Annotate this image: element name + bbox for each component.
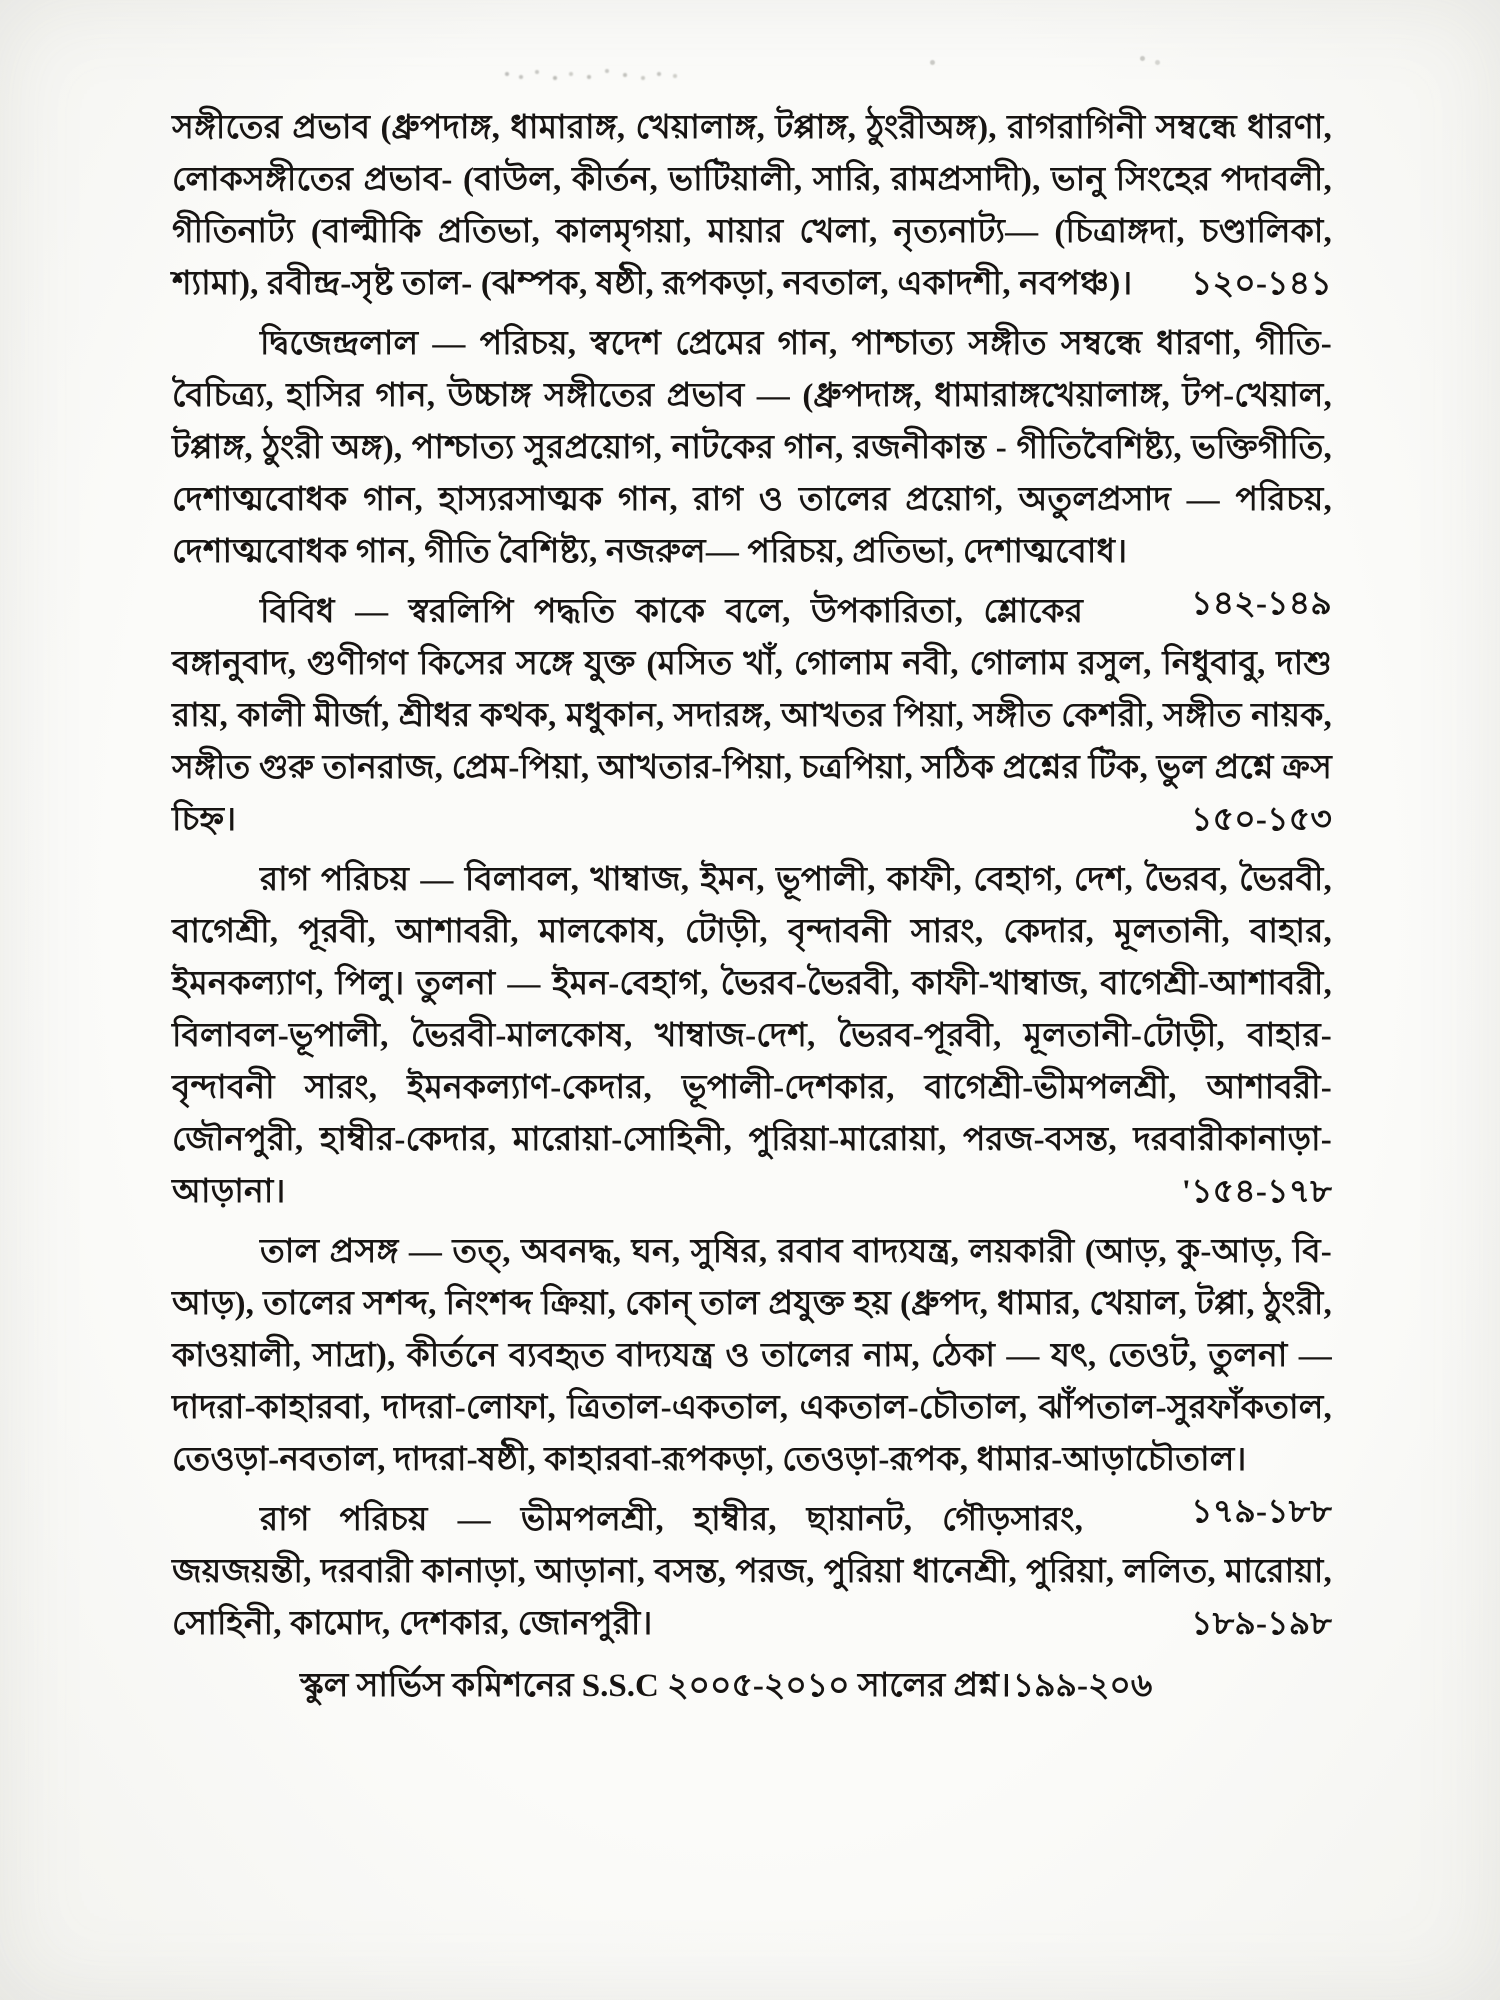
page-range: ১৫০-১৫৩ [1191,802,1332,838]
page-range: ১৪২-১৪৯ [1191,586,1332,622]
toc-entry-raag-parichay-1 [172,854,1332,1218]
page-range: ১৮৯-১৯৮ [1191,1606,1332,1642]
scan-dot-artifacts [930,60,935,65]
page-range: ১৭৯-১৮৮ [1191,1494,1332,1530]
toc-entry-continuation [172,102,1332,310]
toc-footer-ssc-questions [172,1660,1332,1712]
section-body: — তত্, অবনদ্ধ, ঘন, সুষির, রবাব বাদ্যযন্ত্র, লয়কারী (আড়, কু-আড়, বি-আড়), তালের সশব্দ, নিংশব্দ ক্রিয়া, কোন্ তাল প্রযুক্ত হয় (ধ্রুপদ, ধামার, খেয়াল, টপ্পা, ঠুংরী, কাওয়ালী, সাদ্রা), কীর্তনে ব্যবহৃত বাদ্যযন্ত্র ও তালের নাম, ঠেকা — যৎ, তেওট, তুলনা — দাদরা-কাহারবা, দাদরা-লোফা, ত্রিতাল-একতাল, একতাল-চৌতাল, ঝাঁপতাল-সুরফাঁকতাল, তেওড়া-নবতাল, দাদরা-ষষ্ঠী, কাহারবা-রূপকড়া, তেওড়া-রূপক, ধামার-আড়াচৌতাল। [172,1234,1332,1478]
scan-smudge-artifact [505,72,509,76]
section-heading: রাগ পরিচয় [260,862,410,898]
section-body: — ভীমপলশ্রী, হাম্বীর, ছায়ানট, গৌড়সারং, জয়জয়ন্তী, দরবারী কানাড়া, আড়ানা, বসন্ত, পরজ, পুরিয়া ধানেশ্রী, পুরিয়া, ললিত, মারোয়া, সোহিনী, কামোদ, দেশকার, জোনপুরী। [172,1502,1332,1642]
page-range: ১২০-১৪১ [1191,266,1332,302]
section-heading: তাল প্রসঙ্গ [260,1234,399,1270]
section-body: — স্বরলিপি পদ্ধতি কাকে বলে, উপকারিতা, শ্লোকের বঙ্গানুবাদ, গুণীগণ কিসের সঙ্গে যুক্ত (মসিত খাঁ, গোলাম নবী, গোলাম রসুল, নিধুবাবু, দাশু রায়, কালী মীর্জা, শ্রীধর কথক, মধুকান, সদারঙ্গ, আখতর পিয়া, সঙ্গীত কেশরী, সঙ্গীত নায়ক, সঙ্গীত গুরু তানরাজ, প্রেম-পিয়া, আখতার-পিয়া, চত্রপিয়া, সঠিক প্রশ্নের টিক, ভুল প্রশ্নে ক্রস চিহ্ন। [172,594,1332,838]
footer-text: স্কুল সার্ভিস কমিশনের S.S.C ২০০৫-২০১০ সালের প্রশ্ন। [300,1668,1011,1704]
section-body: — বিলাবল, খাম্বাজ, ইমন, ভূপালী, কাফী, বেহাগ, দেশ, ভৈরব, ভৈরবী, বাগেশ্রী, পূরবী, আশাবরী, মালকোষ, টোড়ী, বৃন্দাবনী সারং, কেদার, মূলতানী, বাহার, ইমনকল্যাণ, পিলু। তুলনা — ইমন-বেহাগ, ভৈরব-ভৈরবী, কাফী-খাম্বাজ, বাগেশ্রী-আশাবরী, বিলাবল-ভূপালী, ভৈরবী-মালকোষ, খাম্বাজ-দেশ, ভৈরব-পূরবী, মূলতানী-টোড়ী, বাহার-বৃন্দাবনী সারং, ইমনকল্যাণ-কেদার, ভূপালী-দেশকার, বাগেশ্রী-ভীমপলশ্রী, আশাবরী-জৌনপুরী, হাম্বীর-কেদার, মারোয়া-সোহিনী, পুরিয়া-মারোয়া, পরজ-বসন্ত, দরবারীকানাড়া-আড়ানা। [172,862,1333,1210]
section-heading: রাগ পরিচয় [260,1502,428,1538]
section-body: সঙ্গীতের প্রভাব (ধ্রুপদাঙ্গ, ধামারাঙ্গ, খেয়ালাঙ্গ, টপ্পাঙ্গ, ঠুংরীঅঙ্গ), রাগরাগিনী সম্বন্ধে ধারণা, লোকসঙ্গীতের প্রভাব- (বাউল, কীর্তন, ভাটিয়ালী, সারি, রামপ্রসাদী), ভানু সিংহের পদাবলী, গীতিনাট্য (বাল্মীকি প্রতিভা, কালমৃগয়া, মায়ার খেলা, নৃত্যনাট্য— (চিত্রাঙ্গদা, চণ্ডালিকা, শ্যামা), রবীন্দ্র-সৃষ্ট তাল- (ঝম্পক, ষষ্ঠী, রূপকড়া, নবতাল, একাদশী, নবপঞ্চ)। [172,110,1332,302]
section-heading: বিবিধ [260,594,335,630]
section-body: — পরিচয়, স্বদেশ প্রেমের গান, পাশ্চাত্য সঙ্গীত সম্বন্ধে ধারণা, গীতি-বৈচিত্র্য, হাসির গান, উচ্চাঙ্গ সঙ্গীতের প্রভাব — (ধ্রুপদাঙ্গ, ধামারাঙ্গখেয়ালাঙ্গ, টপ-খেয়াল, টপ্পাঙ্গ, ঠুংরী অঙ্গ), পাশ্চাত্য সুরপ্রয়োগ, নাটকের গান, রজনীকান্ত - গীতিবৈশিষ্ট্য, ভক্তিগীতি, দেশাত্মবোধক গান, হাস্যরসাত্মক গান, রাগ ও তালের প্রয়োগ, অতুলপ্রসাদ — পরিচয়, দেশাত্মবোধক গান, গীতি বৈশিষ্ট্য, নজরুল— পরিচয়, প্রতিভা, দেশাত্মবোধ। [172,326,1332,570]
footer-page-range: ১৯৯-২০৬ [1012,1668,1153,1704]
section-heading: দ্বিজেন্দ্রলাল [260,326,419,362]
page-range: '১৫৪-১৭৮ [1181,1174,1332,1210]
